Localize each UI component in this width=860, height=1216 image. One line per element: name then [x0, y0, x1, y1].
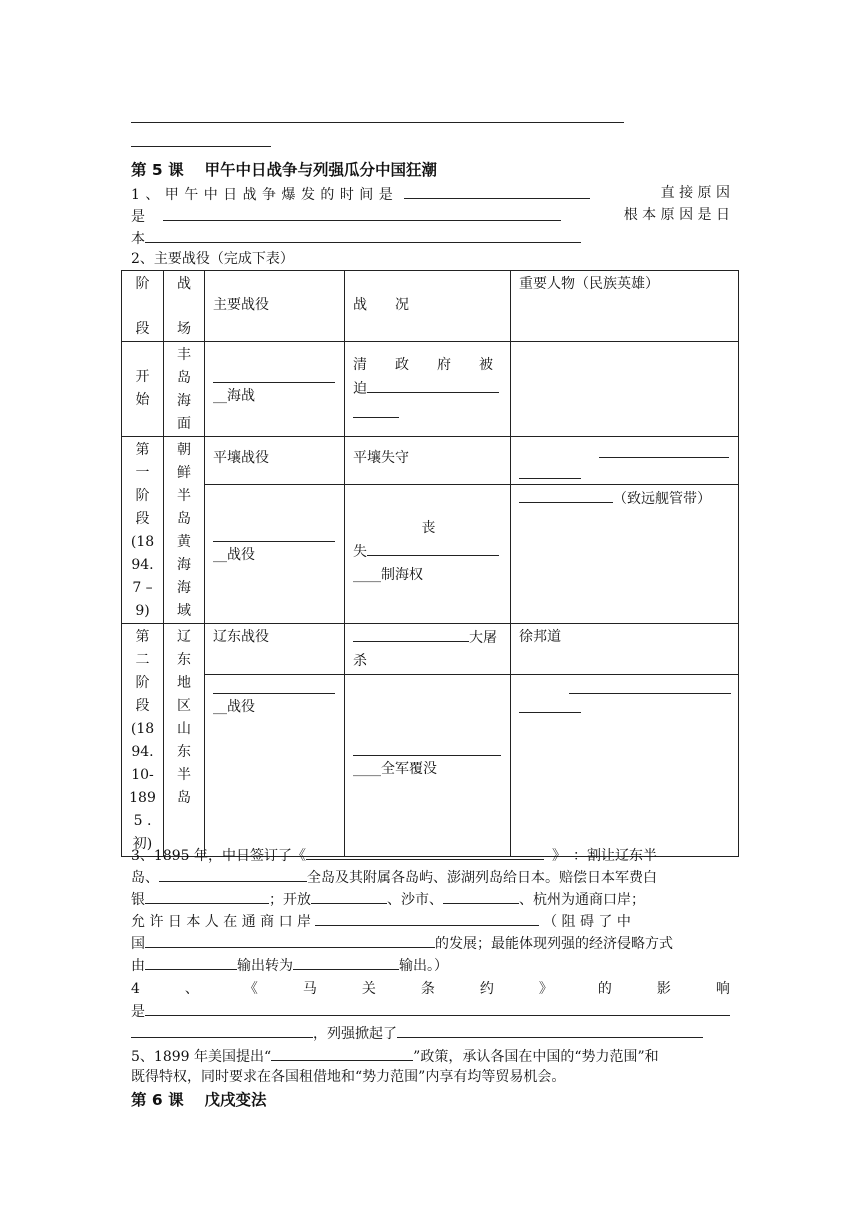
answer-blank[interactable]: [145, 888, 269, 904]
start-battle: __海战: [205, 342, 345, 437]
start-stage: 开 始: [122, 342, 164, 437]
phase-2-battle-1: 辽东战役: [205, 624, 345, 675]
answer-blank[interactable]: [145, 1000, 730, 1016]
answer-blank[interactable]: [519, 696, 581, 713]
phase-2-situation-1: 大屠 杀: [345, 624, 511, 675]
phase-1-battle-1: 平壤战役: [205, 437, 345, 485]
question-3-line-3: 银 ；开放 、沙市、 、杭州为通商口岸；: [131, 888, 645, 910]
phase-2-field: 辽 东 地 区 山 东 半 岛: [164, 624, 205, 857]
answer-blank-line: [131, 122, 624, 123]
lesson-6-title: 第 6 课 戊戌变法: [131, 1091, 267, 1109]
question-1-line-3: [131, 227, 581, 249]
answer-blank[interactable]: [131, 1022, 313, 1038]
answer-blank[interactable]: [145, 954, 237, 970]
answer-blank[interactable]: [159, 866, 307, 882]
question-3-line-5: 国 的发展；最能体现列强的经济侵略方式: [131, 932, 673, 954]
phase-2-stage: 第 二 阶 段 (18 94. 10- 189 5 . 初): [122, 624, 164, 857]
phase-1-stage: 第 一 阶 段 (18 94. 7 – 9): [122, 437, 164, 624]
start-field: 丰 岛 海 面: [164, 342, 205, 437]
answer-blank[interactable]: [145, 227, 581, 243]
answer-blank[interactable]: [569, 677, 731, 694]
header-battle: 主要战役: [205, 271, 345, 342]
answer-blank[interactable]: [213, 525, 335, 542]
phase-2-person-2: [511, 674, 739, 856]
header-situation: 战 况: [345, 271, 511, 342]
start-person: [511, 342, 739, 437]
q1-text: 根 本 原 因 是 日: [623, 207, 730, 223]
answer-blank[interactable]: [367, 377, 499, 393]
answer-blank[interactable]: [367, 540, 499, 556]
q1-text: 是: [131, 209, 145, 225]
answer-blank[interactable]: [145, 932, 435, 948]
phase-1-situation-1: 平壤失守: [345, 437, 511, 485]
q1-text: 本: [131, 231, 145, 247]
answer-blank[interactable]: [353, 626, 469, 642]
question-5-line-2: 既得特权，同时要求在各国租借地和“势力范围”内享有均等贸易机会。: [131, 1069, 566, 1085]
answer-blank-line: [131, 146, 271, 147]
question-3-line-2: 岛、 全岛及其附属各岛屿、澎湖列岛给日本。赔偿日本军费白: [131, 866, 657, 888]
question-4-line-1: 4 、 《 马 关 条 约 》 的 影 响: [131, 981, 730, 997]
question-4-line-2: 是: [131, 1000, 730, 1022]
phase-1-situation-2: 丧 失 ____制海权: [345, 484, 511, 623]
answer-blank[interactable]: [353, 401, 399, 418]
question-3-line-6: 由 输出转为 输出。）: [131, 954, 448, 976]
answer-blank[interactable]: [271, 1045, 413, 1061]
answer-blank[interactable]: [519, 487, 613, 503]
answer-blank[interactable]: [293, 954, 399, 970]
question-1-line-1: [131, 183, 730, 205]
q1-text: 直 接 原 因: [660, 185, 730, 201]
answer-blank[interactable]: [311, 888, 387, 904]
phase-1-person-2: （致远舰管带）: [511, 484, 739, 623]
answer-blank[interactable]: [404, 183, 590, 199]
answer-blank[interactable]: [397, 1022, 703, 1038]
header-person: 重要人物（民族英雄）: [511, 271, 739, 342]
answer-blank[interactable]: [306, 844, 544, 860]
question-5-line-1: 5、1899 年美国提出“ ”政策，承认各国在中国的“势力范围”和: [131, 1045, 659, 1067]
battles-table: [121, 270, 739, 857]
phase-2-person-1: 徐邦道: [511, 624, 739, 675]
phase-2-situation-2: ____全军覆没: [345, 674, 511, 856]
header-stage: 阶 段: [122, 271, 164, 342]
answer-blank[interactable]: [443, 888, 519, 904]
header-field: 战 场: [164, 271, 205, 342]
answer-blank[interactable]: [315, 910, 539, 926]
start-situation: 清 政 府 被 迫: [345, 342, 511, 437]
answer-blank[interactable]: [213, 366, 335, 383]
question-1-line-2: [131, 205, 730, 227]
lesson-5-title: 第 5 课 甲午中日战争与列强瓜分中国狂潮: [131, 161, 437, 179]
question-4-line-3: ，列强掀起了: [131, 1022, 703, 1044]
question-3-line-1: 3、1895 年，中日签订了《 》 ：割让辽东半: [131, 844, 657, 866]
phase-1-battle-2: __战役: [205, 484, 345, 623]
phase-2-battle-2: __战役: [205, 674, 345, 856]
answer-blank[interactable]: [213, 677, 335, 694]
phase-1-field: 朝 鲜 半 岛 黄 海 海 域: [164, 437, 205, 624]
answer-blank[interactable]: [353, 739, 501, 756]
answer-blank[interactable]: [519, 462, 581, 479]
answer-blank[interactable]: [163, 205, 561, 221]
question-2-label: 2、主要战役（完成下表）: [131, 251, 294, 267]
question-3-line-4: 允 许 日 本 人 在 通 商 口 岸 （ 阻 碍 了 中: [131, 910, 631, 932]
answer-blank[interactable]: [599, 443, 729, 458]
q1-text: 1 、 甲 午 中 日 战 争 爆 发 的 时 间 是: [131, 187, 394, 203]
phase-1-person-1: [511, 437, 739, 485]
